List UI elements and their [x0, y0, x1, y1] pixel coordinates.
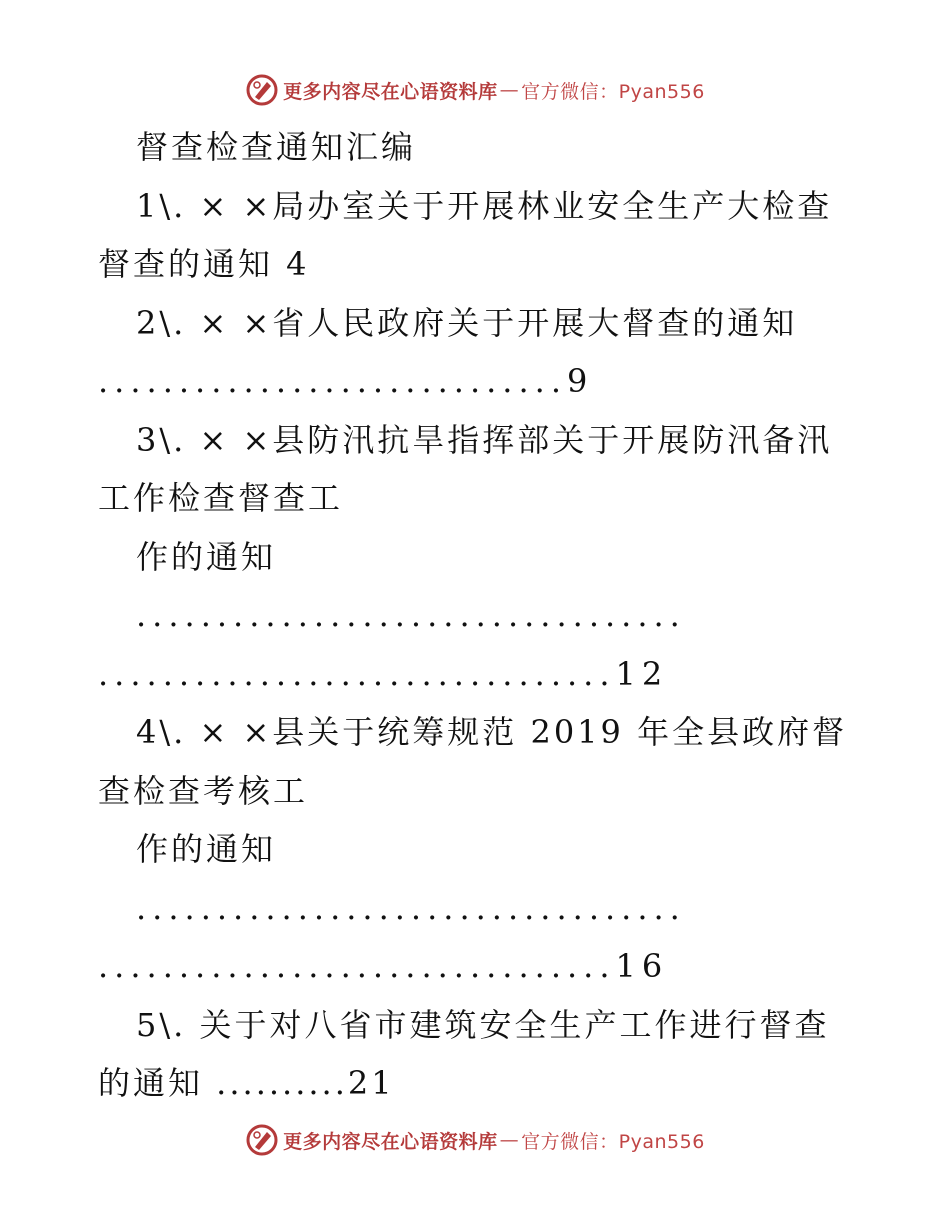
footer-brand-text: 更多内容尽在心语资料库 — [283, 1130, 498, 1153]
toc-line-16: 的通知 ..........21 — [98, 1064, 395, 1102]
toc-line-5: 3\. × ×县防汛抗旱指挥部关于开展防汛备汛 — [136, 420, 833, 459]
toc-line-8: .................................. — [136, 596, 686, 634]
toc-line-3: 2\. × ×省人民政府关于开展大督查的通知 — [136, 303, 798, 342]
toc-line-4: .............................9 — [98, 362, 594, 400]
header-wechat-text: 官方微信：Pyan556 — [521, 80, 705, 103]
toc-line-15: 5\. 关于对八省市建筑安全生产工作进行督查 — [136, 1005, 830, 1044]
toc-line-13: .................................. — [136, 888, 686, 927]
pen-logo-icon — [245, 73, 279, 107]
header-brand-text: 更多内容尽在心语资料库 — [283, 80, 498, 103]
toc-line-7: 作的通知 — [136, 537, 277, 576]
toc-line-9: ................................12 — [98, 654, 669, 693]
document-title: 督查检查通知汇编 — [136, 128, 417, 166]
toc-line-1: 1\. × ×局办室关于开展林业安全生产大检查 — [136, 186, 833, 225]
document-body — [98, 118, 858, 1113]
toc-line-14: ................................16 — [98, 947, 669, 985]
footer-wechat-text: 官方微信：Pyan556 — [521, 1130, 705, 1153]
toc-line-11: 查检查考核工 — [98, 771, 309, 810]
header-separator: — — [499, 79, 520, 101]
toc-line-2: 督查的通知 4 — [98, 245, 310, 283]
toc-line-6: 工作检查督查工 — [98, 479, 344, 517]
pen-logo-icon — [245, 1123, 279, 1157]
header-banner — [0, 70, 950, 110]
toc-line-10: 4\. × ×县关于统筹规范 2019 年全县政府督 — [136, 713, 848, 751]
footer-banner — [0, 1120, 950, 1160]
toc-line-12: 作的通知 — [136, 830, 277, 868]
footer-separator: — — [499, 1129, 520, 1151]
